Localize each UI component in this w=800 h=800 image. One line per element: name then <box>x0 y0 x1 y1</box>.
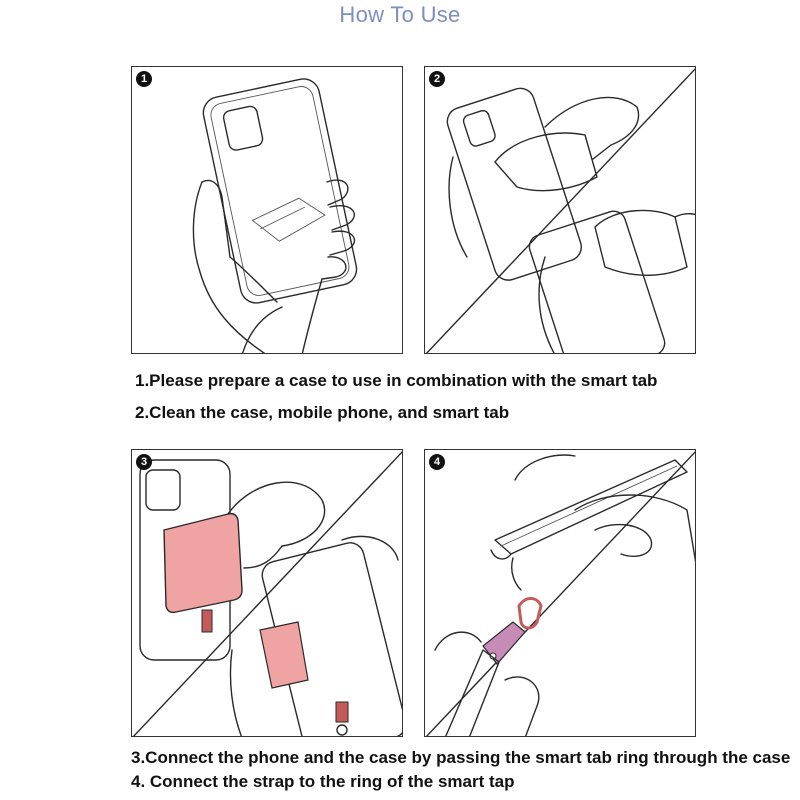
step-3-illustration <box>131 449 403 737</box>
step-4-badge: 4 <box>429 454 445 470</box>
step-1-text: 1.Please prepare a case to use in combination with the smart tab <box>135 371 658 390</box>
step-3-text: 3.Connect the phone and the case by passing the smart tab ring through the case <box>131 748 791 767</box>
step-1-illustration <box>131 66 403 354</box>
step-1-badge: 1 <box>136 71 152 87</box>
step-4-text: 4. Connect the strap to the ring of the smart tap <box>131 772 515 791</box>
step-3-badge: 3 <box>136 454 152 470</box>
smart-tab-ring-illustration <box>132 450 403 737</box>
step-4-illustration <box>424 449 696 737</box>
step-2-text: 2.Clean the case, mobile phone, and smart tab <box>135 403 510 422</box>
hands-holding-case-illustration <box>132 67 403 354</box>
step-2-illustration <box>424 66 696 354</box>
strap-clip-illustration <box>425 450 696 737</box>
cleaning-cloth-illustration <box>425 67 696 354</box>
step-2-badge: 2 <box>429 71 445 87</box>
page-title: How To Use <box>339 2 461 27</box>
